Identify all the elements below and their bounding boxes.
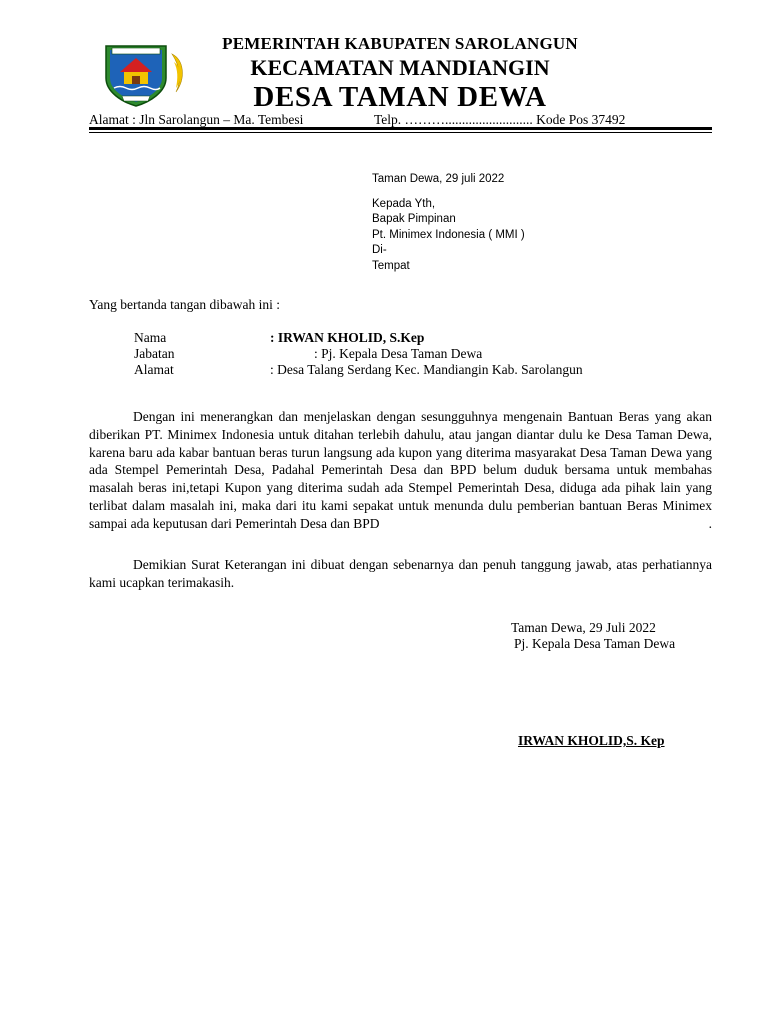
recipient-line-1: Kepada Yth, [372, 198, 436, 210]
signatory-name: IRWAN KHOLID,S. Kep [518, 733, 665, 748]
recipient-line-4: Di- [372, 244, 387, 256]
letterhead-phone-postcode: Telp. ……….......................... Kode Pos 37492 [374, 112, 626, 127]
village-heading: DESA TAMAN DEWA [253, 81, 547, 113]
regency-emblem-logo [98, 40, 190, 108]
address-label: Alamat [134, 362, 174, 377]
district-heading: KECAMATAN MANDIANGIN [250, 55, 550, 80]
letterhead-thick-rule [89, 127, 712, 130]
closing-paragraph-text: Demikian Surat Keterangan ini dibuat dengan sebenarnya dan penuh tanggung jawab, atas perhatiannya kami ucapkan terimakasih. [89, 557, 712, 590]
recipient-line-5: Tempat [372, 260, 410, 272]
name-label: Nama [134, 330, 167, 345]
recipient-line-3: Pt. Minimex Indonesia ( MMI ) [372, 229, 525, 241]
body-paragraph-text: Dengan ini menerangkan dan menjelaskan dengan sesungguhnya mengenain Bantuan Beras yang akan diberikan PT. Minimex Indonesia untuk ditahan terlebih dahulu, atau jangan diantar dulu ke Desa Taman Dewa, karena baru ada kabar bantuan beras turun langsung ada kupon yang diterima masyarakat Desa Taman Dewa yang ada Stempel Pemerintah Desa, Padahal Pemerintah Desa dan BPD belum duduk bersama untuk membahas masalah beras ini,tetapi Kupon yang diterima sudah ada Stempel Pemerintah Desa, diduga ada pihak lain yang terlibat dalam masalah ini, maka dari itu kami sepakat untuk menunda dulu pemberian bantuan Beras Minimex sampai ada keputusan dari Pemerintah Desa dan BPD [89, 409, 712, 531]
name-value: : IRWAN KHOLID, S.Kep [270, 330, 425, 345]
letterhead-address-line [89, 112, 626, 128]
body-paragraph: Dengan ini menerangkan dan menjelaskan dengan sesungguhnya mengenain Bantuan Beras yang akan diberikan PT. Minimex Indonesia untuk ditahan terlebih dahulu, atau jangan diantar dulu ke Desa Taman Dewa, karena baru ada kabar bantuan beras turun langsung ada kupon yang diterima masyarakat Desa Taman Dewa yang ada Stempel Pemerintah Desa, Padahal Pemerintah Desa dan BPD belum duduk bersama untuk membahas masalah beras ini,tetapi Kupon yang diterima sudah ada Stempel Pemerintah Desa, diduga ada pihak lain yang terlibat dalam masalah ini, maka dari itu kami sepakat untuk menunda dulu pemberian bantuan Beras Minimex sampai ada keputusan dari Pemerintah Desa dan BPD . [89, 409, 712, 531]
closing-paragraph [89, 556, 712, 592]
opening-line: Yang bertanda tangan dibawah ini : [89, 297, 280, 312]
letterhead-address: Alamat : Jln Sarolangun – Ma. Tembesi [89, 112, 304, 127]
recipient-line-2: Bapak Pimpinan [372, 213, 456, 225]
signature-place-date: Taman Dewa, 29 Juli 2022 [511, 620, 656, 635]
regency-government-heading: PEMERINTAH KABUPATEN SAROLANGUN [222, 34, 578, 53]
letterhead-thin-rule [89, 132, 712, 133]
address-value: : Desa Talang Serdang Kec. Mandiangin Kab. Sarolangun [270, 362, 583, 377]
letter-date: Taman Dewa, 29 juli 2022 [372, 173, 505, 185]
position-value: : Pj. Kepala Desa Taman Dewa [314, 346, 483, 361]
signature-title: Pj. Kepala Desa Taman Dewa [514, 636, 676, 651]
position-label: Jabatan [134, 346, 175, 361]
